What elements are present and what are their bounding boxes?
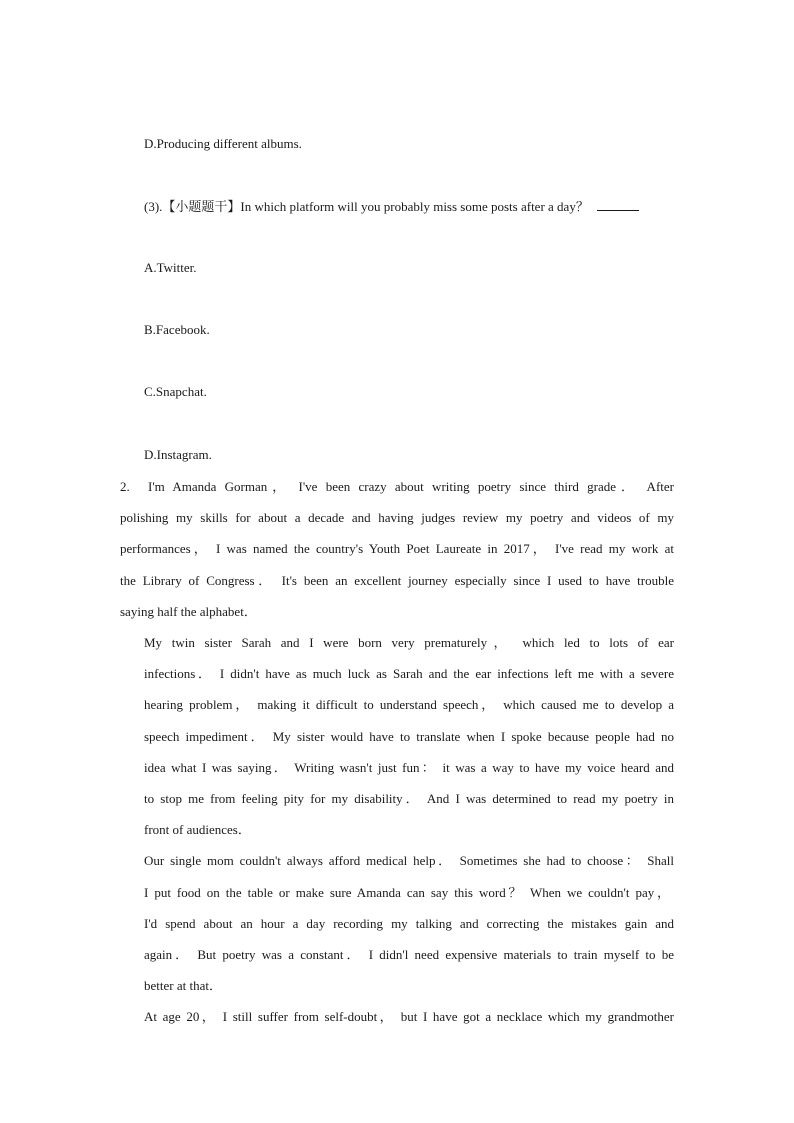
passage-line: to stop me from feeling pity for my disability． And I was determined to read my poetry in <box>144 791 674 806</box>
passage-line: idea what I was saying． Writing wasn't just fun： it was a way to have my voice heard and <box>144 760 674 775</box>
q1-option-d: D.Producing different albums. <box>144 136 302 151</box>
passage-line: better at that． <box>144 978 222 993</box>
passage-line: At age 20， I still suffer from self-doubt， but I have got a necklace which my grandmother <box>144 1009 674 1024</box>
q3-stem-text: (3).【小题题干】In which platform will you probably miss some posts after a day？ <box>144 199 589 214</box>
passage-line: front of audiences． <box>144 822 251 837</box>
q3-option-d: D.Instagram. <box>144 447 212 462</box>
q3-option-a: A.Twitter. <box>144 260 197 275</box>
q3-option-c: C.Snapchat. <box>144 384 207 399</box>
passage-line: hearing problem， making it difficult to understand speech， which caused me to develop a <box>144 697 674 712</box>
passage-line: performances， I was named the country's Youth Poet Laureate in 2017， I've read my work at <box>120 541 674 556</box>
q3-option-b: B.Facebook. <box>144 322 210 337</box>
passage-line: Our single mom couldn't always afford medical help． Sometimes she had to choose： Shall <box>144 853 674 868</box>
passage-line: saying half the alphabet． <box>120 604 257 619</box>
passage-line: I put food on the table or make sure Amanda can say this word？ When we couldn't pay， <box>144 885 670 900</box>
passage-line: I'd spend about an hour a day recording my talking and correcting the mistakes gain and <box>144 916 674 931</box>
answer-blank[interactable] <box>597 198 639 211</box>
passage-line: infections． I didn't have as much luck as Sarah and the ear infections left me with a severe <box>144 666 674 681</box>
passage-line: I'm Amanda Gorman， I've been crazy about writing poetry since third grade． After <box>148 479 674 494</box>
passage-number: 2. <box>120 479 130 494</box>
passage-line: My twin sister Sarah and I were born very prematurely， which led to lots of ear <box>144 635 674 650</box>
passage-line: speech impediment． My sister would have to translate when I spoke because people had no <box>144 729 674 744</box>
passage-line: again． But poetry was a constant． I didn'l need expensive materials to train myself to be <box>144 947 674 962</box>
passage-line: polishing my skills for about a decade and having judges review my poetry and videos of my <box>120 510 674 525</box>
q3-stem <box>144 198 639 215</box>
passage-line: the Library of Congress． It's been an excellent journey especially since I used to have trouble <box>120 573 674 588</box>
